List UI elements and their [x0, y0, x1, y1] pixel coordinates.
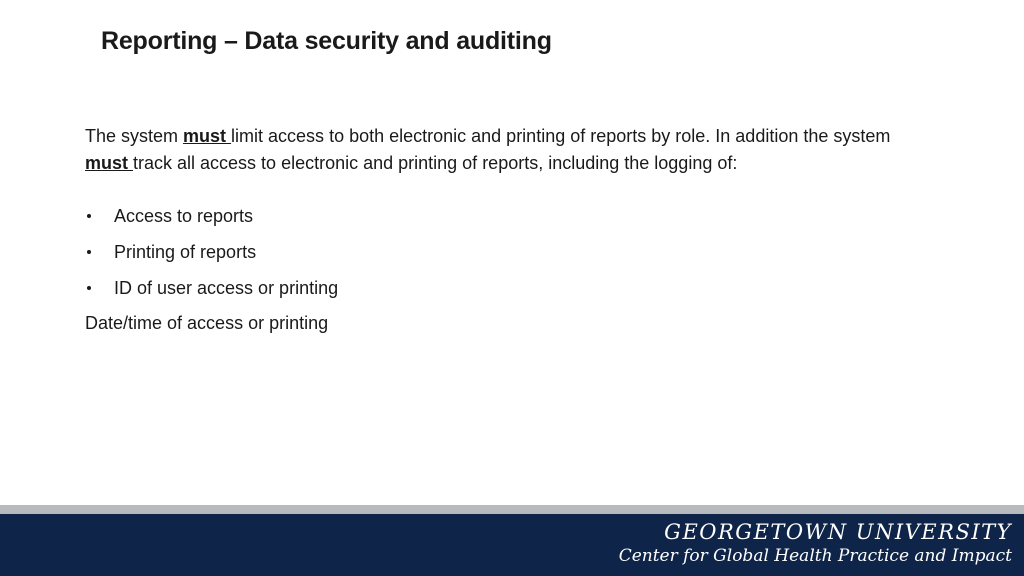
must-emphasis-1: must	[183, 126, 232, 146]
bullet-item	[85, 202, 338, 238]
body-line-1-prefix: The system	[85, 126, 184, 146]
body-paragraph	[85, 123, 985, 177]
georgetown-logo	[619, 520, 1012, 567]
bullet-text: ID of user access or printing	[114, 278, 339, 298]
bullet-list	[85, 202, 338, 310]
logo-center-name: Center for Global Health Practice and Impact	[618, 546, 1012, 566]
bullet-dot-icon	[87, 250, 91, 254]
footer-divider	[0, 505, 1024, 514]
must-emphasis-2: must	[85, 153, 134, 173]
body-line-1-suffix: limit access to both electronic and printing of reports by role. In addition the system	[231, 126, 891, 146]
body-line-1	[85, 123, 985, 150]
bullet-text: Access to reports	[114, 206, 254, 226]
body-line-2-suffix: track all access to electronic and printing of reports, including the logging of:	[133, 153, 738, 173]
footer-bar	[0, 514, 1024, 576]
logo-university-name: GEORGETOWN UNIVERSITY	[664, 520, 1012, 544]
bullet-item	[85, 274, 338, 310]
bullet-dot-icon	[87, 214, 91, 218]
bullet-text: Printing of reports	[114, 242, 257, 262]
bullet-dot-icon	[87, 286, 91, 290]
bullet-item	[85, 238, 338, 274]
body-line-2	[85, 150, 985, 177]
slide-title: Reporting – Data security and auditing	[101, 27, 552, 55]
trailing-line: Date/time of access or printing	[85, 313, 329, 333]
